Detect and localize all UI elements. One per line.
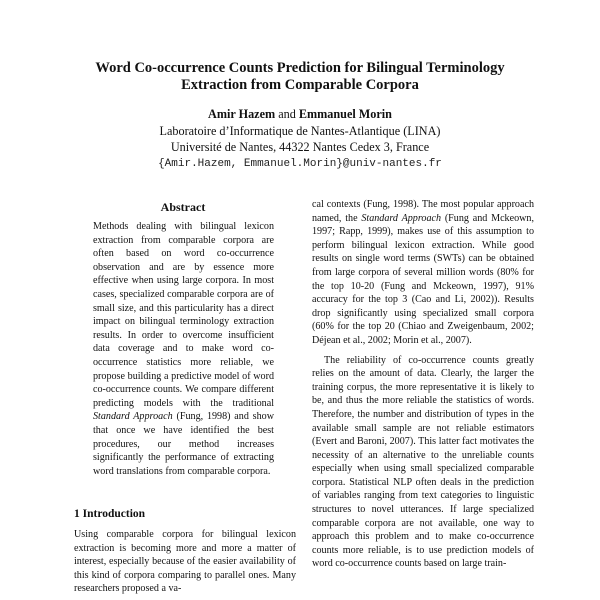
author-names bbox=[60, 106, 540, 123]
affiliation-2: Université de Nantes, 44322 Nantes Cedex 3, France bbox=[170, 140, 430, 154]
affiliation-1: Laboratoire d’Informatique de Nantes-Atlantique (LINA) bbox=[159, 123, 441, 138]
introduction-text: Using comparable corpora for bilingual lexicon extraction is becoming more and more a matter of interest, especially because of the easier availability of this kind of corpora comparing to parallel ones. Many researchers proposed a va- bbox=[74, 529, 296, 595]
right-paragraph-1 bbox=[312, 198, 534, 348]
abstract-text-b: (Fung, 1998) and show that once we have identified the best procedures, our method increases significantly the performance of extracting word translations from comparable corpora. bbox=[93, 411, 274, 477]
section-heading-introduction: 1 Introduction bbox=[74, 508, 146, 520]
right-paragraph-2: The reliability of co-occurrence counts greatly relies on the amount of data. Clearly, the larger the training corpus, the more representative it is likely to be, and thus the more reliable the statistics of words. Therefore, the number and distribution of types in the available small sample are not reliable estimators (Evert and Baroni, 2007). This latter fact motivates the necessity of an alternative to the unreliable counts especially when using small specialized comparable corpora. Statistical NLP often deals in the prediction of variables ranging from text categories to linguistic structures to novel utterances. If large specialized comparable corpora are not available, one way to approach this problem and to make co-occurrence counts more reliable, is to use prediction models of word co-occurrence counts based on large train- bbox=[312, 354, 534, 570]
abstract-text bbox=[93, 220, 274, 478]
right-p1-emphasis: Standard Approach bbox=[361, 212, 442, 224]
author-email: {Amir.Hazem, Emmanuel.Morin}@univ-nantes.fr bbox=[158, 157, 442, 170]
abstract-emphasis: Standard Approach bbox=[93, 411, 173, 423]
author-1: Amir Hazem bbox=[208, 107, 276, 121]
author-block bbox=[60, 106, 540, 172]
abstract-heading: Abstract bbox=[160, 200, 206, 214]
right-p1-b: (Fung and Mckeown, 1997; Rapp, 1999), makes use of this assumption to perform bilingual lexicon extraction. While good results on single word terms (SWTs) can be obtained from large corpora of several million words (80% for the top 10-20 (Fung and Mckeown, 1997), 91% accuracy for the top 3 (Cao and Li, 2002)). Results drop significantly using specialized small corpora (60% for the top 20 (Chiao and Zweigenbaum, 2002; Déjean et al., 2002; Morin et al., 2007). bbox=[312, 212, 534, 346]
right-column bbox=[312, 198, 534, 571]
title-line-1: Word Co-occurrence Counts Prediction for Bilingual Terminology bbox=[95, 60, 505, 76]
abstract-text-a: Methods dealing with bilingual lexicon extraction from comparable corpora are often based on word co-occurrence observation and are by essence more effective when using large corpora. In most cases, specialized comparable corpora are of small size, and this particularity has a direct impact on bilingual terminology extraction results. In order to overcome insufficient data coverage and to make word co-occurrence statistics more reliable, we propose building a predictive model of word co-occurrence counts. We compare different predicting models with the traditional bbox=[93, 221, 274, 409]
paper-title bbox=[60, 60, 540, 94]
author-and: and bbox=[278, 107, 296, 121]
right-p1-a: cal contexts (Fung, 1998). The most popular approach named, the bbox=[312, 199, 534, 224]
title-line-2: Extraction from Comparable Corpora bbox=[181, 77, 419, 93]
author-2: Emmanuel Morin bbox=[298, 107, 392, 121]
